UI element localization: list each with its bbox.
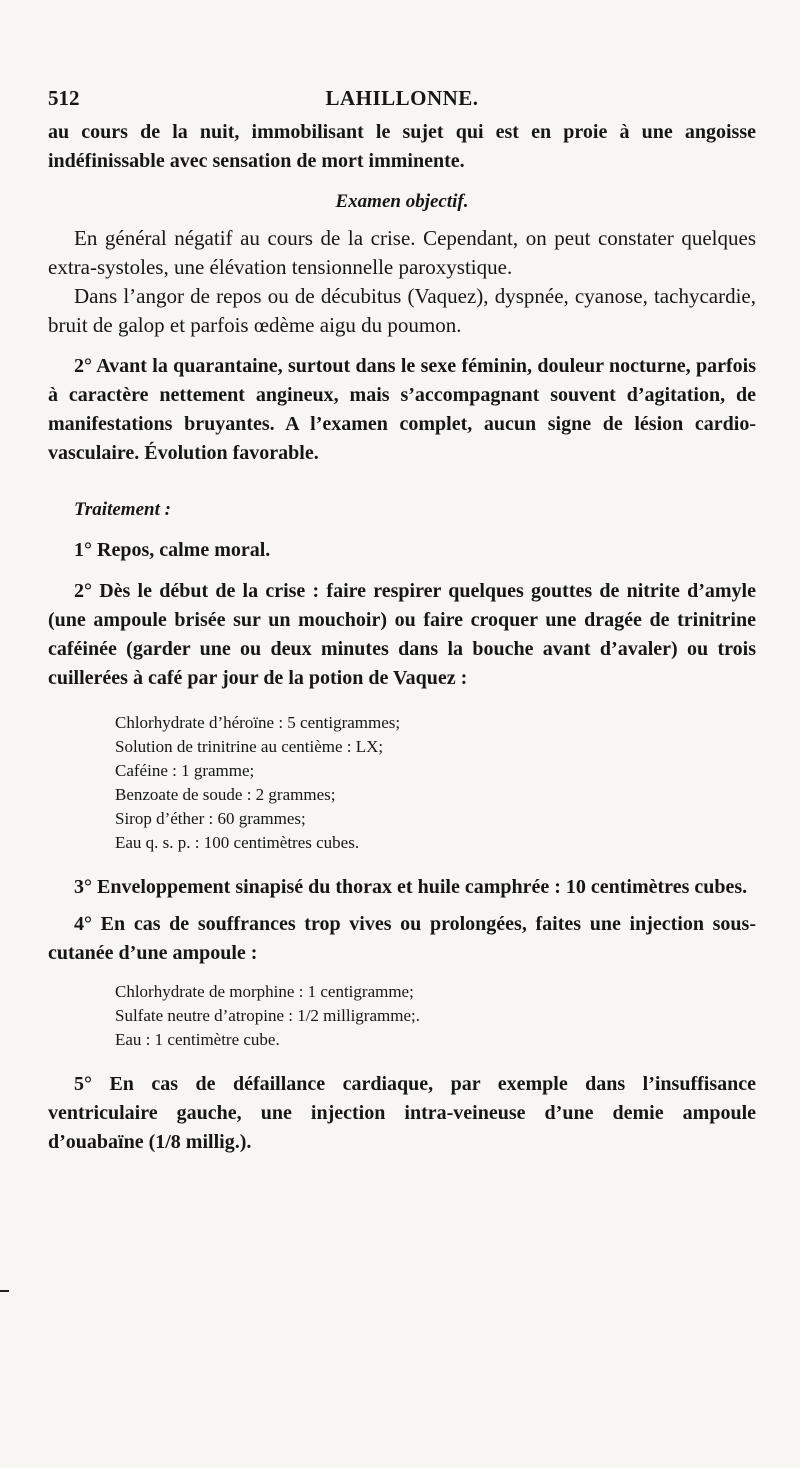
- prescription-line: Eau : 1 centimètre cube.: [115, 1030, 280, 1049]
- paragraph-avant-quarantaine: 2° Avant la quarantaine, surtout dans le sexe féminin, douleur nocturne, parfois à caractère nettement angineux, mais s’accompagnant souvent d’agitation, de manifestations bruyantes. A l’examen complet, aucun signe de lésion cardio-vasculaire. Évolution favorable.: [48, 355, 756, 464]
- paragraph-angor-repos: Dans l’angor de repos ou de décubitus (Vaquez), dyspnée, cyanose, tachycardie, bruit de galop et parfois œdème aigu du poumon.: [48, 284, 756, 337]
- paragraph-night-angoisse: au cours de la nuit, immobilisant le sujet qui est en proie à une angoisse indéfinissable avec sensation de mort imminente.: [48, 121, 756, 172]
- treatment-item-5: 5° En cas de défaillance cardiaque, par exemple dans l’insuffisance ventriculaire gauche, une injection intra-veineuse d’une demie ampoule d’ouabaïne (1/8 millig.).: [48, 1073, 756, 1153]
- treatment-item-4: 4° En cas de souffrances trop vives ou prolongées, faites une injection sous-cutanée d’une ampoule :: [48, 913, 756, 964]
- prescription-line: Sirop d’éther : 60 grammes;: [115, 809, 306, 828]
- page-header: [48, 78, 756, 118]
- section-title-traitement: Traitement :: [74, 499, 171, 520]
- prescription-line: Sulfate neutre d’atropine : 1/2 milligramme;.: [115, 1006, 420, 1025]
- prescription-potion-vaquez: [48, 711, 756, 855]
- paragraph-examen-general: En général négatif au cours de la crise. Cependant, on peut constater quelques extra-systoles, une élévation tensionnelle paroxystique.: [48, 226, 756, 279]
- prescription-line: Benzoate de soude : 2 grammes;: [115, 785, 336, 804]
- prescription-injection: [48, 980, 756, 1052]
- treatment-item-2: 2° Dès le début de la crise : faire respirer quelques gouttes de nitrite d’amyle (une ampoule brisée sur un mouchoir) ou faire croquer une dragée de trinitrine caféinée (garder une ou deux minutes dans la bouche avant d’avaler) ou trois cuillerées à café par jour de la potion de Vaquez :: [48, 580, 756, 689]
- section-title-examen-objectif: Examen objectif.: [335, 191, 469, 212]
- treatment-item-1: 1° Repos, calme moral.: [74, 539, 271, 561]
- prescription-line: Eau q. s. p. : 100 centimètres cubes.: [115, 833, 360, 852]
- treatment-item-3: 3° Enveloppement sinapisé du thorax et huile camphrée : 10 centimètres cubes.: [74, 876, 748, 898]
- prescription-line: Caféine : 1 gramme;: [115, 761, 255, 780]
- running-title: LAHILLONNE.: [325, 86, 479, 110]
- page-number: 512: [48, 86, 80, 110]
- margin-mark: [0, 1290, 9, 1292]
- prescription-line: Chlorhydrate de morphine : 1 centigramme;: [115, 982, 414, 1001]
- prescription-line: Chlorhydrate d’héroïne : 5 centigrammes;: [115, 713, 401, 732]
- prescription-line: Solution de trinitrine au centième : LX;: [115, 737, 384, 756]
